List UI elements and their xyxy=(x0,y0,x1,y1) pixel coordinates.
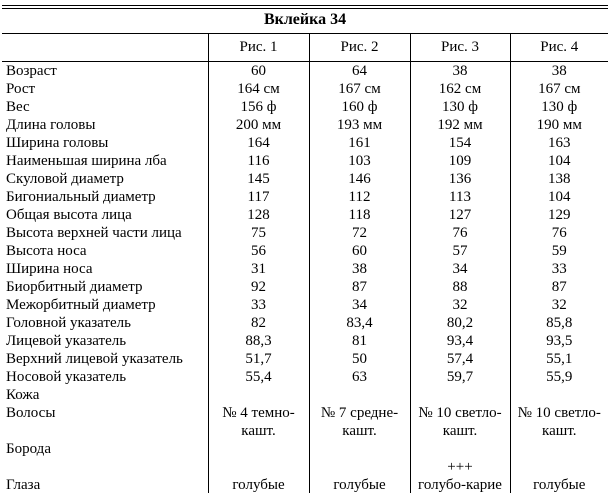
anthropometry-table xyxy=(2,5,608,493)
cell: 118 xyxy=(309,206,410,224)
column-header: Рис. 4 xyxy=(510,34,608,62)
cell: 109 xyxy=(410,152,510,170)
cell: 129 xyxy=(510,206,608,224)
cell: 154 xyxy=(410,134,510,152)
cell: 59,7 xyxy=(410,368,510,386)
table-row xyxy=(2,440,608,458)
cell xyxy=(309,386,410,404)
table-row xyxy=(2,62,608,81)
cell: 112 xyxy=(309,188,410,206)
table-title: Вклейка 34 xyxy=(2,7,608,34)
cell: голубо-карие xyxy=(410,476,510,493)
cell: № 4 темно-кашт. xyxy=(208,404,309,440)
table-row xyxy=(2,80,608,98)
cell xyxy=(410,386,510,404)
cell: 87 xyxy=(510,278,608,296)
table-body xyxy=(2,62,608,493)
table-row xyxy=(2,332,608,350)
row-label: Носовой указатель xyxy=(6,369,127,385)
cell: 116 xyxy=(208,152,309,170)
cell: 160 ф xyxy=(309,98,410,116)
cell: 57,4 xyxy=(410,350,510,368)
cell: 83,4 xyxy=(309,314,410,332)
cell: 55,1 xyxy=(510,350,608,368)
row-label: Наименьшая ширина лба xyxy=(6,153,167,169)
row-label: Волосы xyxy=(6,405,56,421)
cell: 34 xyxy=(410,260,510,278)
cell: 32 xyxy=(510,296,608,314)
cell: № 10 светло-кашт. xyxy=(510,404,608,440)
cell: 130 ф xyxy=(410,98,510,116)
cell: +++ xyxy=(410,458,510,476)
cell: 164 см xyxy=(208,80,309,98)
table-row xyxy=(2,152,608,170)
table-row xyxy=(2,386,608,404)
cell: 85,8 xyxy=(510,314,608,332)
table-row xyxy=(2,170,608,188)
table-row xyxy=(2,368,608,386)
table-row xyxy=(2,404,608,440)
cell: голубые xyxy=(208,476,309,493)
header-row xyxy=(2,34,608,62)
table-row xyxy=(2,206,608,224)
cell: 167 см xyxy=(309,80,410,98)
row-label: Головной указатель xyxy=(6,315,131,331)
row-label: Борода xyxy=(6,441,51,457)
row-label: Вес xyxy=(6,99,30,115)
table-row xyxy=(2,134,608,152)
cell: № 7 средне-кашт. xyxy=(309,404,410,440)
cell: 127 xyxy=(410,206,510,224)
cell: 104 xyxy=(510,188,608,206)
cell: 82 xyxy=(208,314,309,332)
cell: 31 xyxy=(208,260,309,278)
cell: 200 мм xyxy=(208,116,309,134)
row-label: Бигониальный диаметр xyxy=(6,189,156,205)
cell: 163 xyxy=(510,134,608,152)
row-label: Биорбитный диаметр xyxy=(6,279,143,295)
row-label: Общая высота лица xyxy=(6,207,132,223)
row-label: Кожа xyxy=(6,387,40,403)
cell: 60 xyxy=(208,62,309,81)
cell: 164 xyxy=(208,134,309,152)
row-label: Верхний лицевой указатель xyxy=(6,351,183,367)
cell: 55,4 xyxy=(208,368,309,386)
cell: 103 xyxy=(309,152,410,170)
table-row xyxy=(2,188,608,206)
cell xyxy=(510,458,608,476)
table-row xyxy=(2,350,608,368)
column-header: Рис. 3 xyxy=(410,34,510,62)
cell: 63 xyxy=(309,368,410,386)
cell: 56 xyxy=(208,242,309,260)
table-row xyxy=(2,116,608,134)
cell: 190 мм xyxy=(510,116,608,134)
cell: № 10 светло-кашт. xyxy=(410,404,510,440)
table-row xyxy=(2,314,608,332)
cell: 117 xyxy=(208,188,309,206)
row-label: Высота носа xyxy=(6,243,87,259)
cell: 32 xyxy=(410,296,510,314)
table-row xyxy=(2,224,608,242)
cell: 87 xyxy=(309,278,410,296)
cell: 60 xyxy=(309,242,410,260)
cell: 162 см xyxy=(410,80,510,98)
row-label: Глаза xyxy=(6,477,41,493)
cell: 34 xyxy=(309,296,410,314)
cell: 138 xyxy=(510,170,608,188)
row-label: Рост xyxy=(6,81,36,97)
row-label: Межорбитный диаметр xyxy=(6,297,156,313)
cell: 33 xyxy=(510,260,608,278)
row-label: Ширина головы xyxy=(6,135,109,151)
table-row xyxy=(2,260,608,278)
cell: 80,2 xyxy=(410,314,510,332)
cell: 38 xyxy=(510,62,608,81)
cell: 92 xyxy=(208,278,309,296)
corner-header xyxy=(2,34,208,62)
cell: 88,3 xyxy=(208,332,309,350)
cell: 59 xyxy=(510,242,608,260)
table-row xyxy=(2,476,608,493)
cell: 128 xyxy=(208,206,309,224)
cell: голубые xyxy=(309,476,410,493)
cell: 156 ф xyxy=(208,98,309,116)
row-label: Ширина носа xyxy=(6,261,93,277)
cell: 51,7 xyxy=(208,350,309,368)
cell xyxy=(309,458,410,476)
row-label: Лицевой указатель xyxy=(6,333,127,349)
cell: 145 xyxy=(208,170,309,188)
cell: 192 мм xyxy=(410,116,510,134)
cell xyxy=(410,440,510,458)
cell: 72 xyxy=(309,224,410,242)
cell xyxy=(309,440,410,458)
cell: 64 xyxy=(309,62,410,81)
cell: 93,5 xyxy=(510,332,608,350)
column-header: Рис. 1 xyxy=(208,34,309,62)
cell: 193 мм xyxy=(309,116,410,134)
cell xyxy=(208,458,309,476)
cell xyxy=(510,440,608,458)
cell: 76 xyxy=(510,224,608,242)
table-row xyxy=(2,242,608,260)
column-header: Рис. 2 xyxy=(309,34,410,62)
cell: 38 xyxy=(410,62,510,81)
cell: 75 xyxy=(208,224,309,242)
cell: 167 см xyxy=(510,80,608,98)
cell: 136 xyxy=(410,170,510,188)
cell: 57 xyxy=(410,242,510,260)
cell: 81 xyxy=(309,332,410,350)
cell: 130 ф xyxy=(510,98,608,116)
row-label: Высота верхней части лица xyxy=(6,225,182,241)
cell: 88 xyxy=(410,278,510,296)
table-row xyxy=(2,98,608,116)
table-row xyxy=(2,458,608,476)
cell xyxy=(208,440,309,458)
cell: 104 xyxy=(510,152,608,170)
cell: 161 xyxy=(309,134,410,152)
row-label: Скуловой диаметр xyxy=(6,171,124,187)
cell: 93,4 xyxy=(410,332,510,350)
cell: голубые xyxy=(510,476,608,493)
cell: 76 xyxy=(410,224,510,242)
title-row xyxy=(2,7,608,34)
cell xyxy=(510,386,608,404)
cell: 146 xyxy=(309,170,410,188)
cell: 50 xyxy=(309,350,410,368)
cell xyxy=(208,386,309,404)
cell: 38 xyxy=(309,260,410,278)
cell: 33 xyxy=(208,296,309,314)
row-label xyxy=(2,458,208,476)
row-label: Длина головы xyxy=(6,117,96,133)
cell: 55,9 xyxy=(510,368,608,386)
table-row xyxy=(2,296,608,314)
cell: 113 xyxy=(410,188,510,206)
table-row xyxy=(2,278,608,296)
row-label: Возраст xyxy=(6,63,57,79)
